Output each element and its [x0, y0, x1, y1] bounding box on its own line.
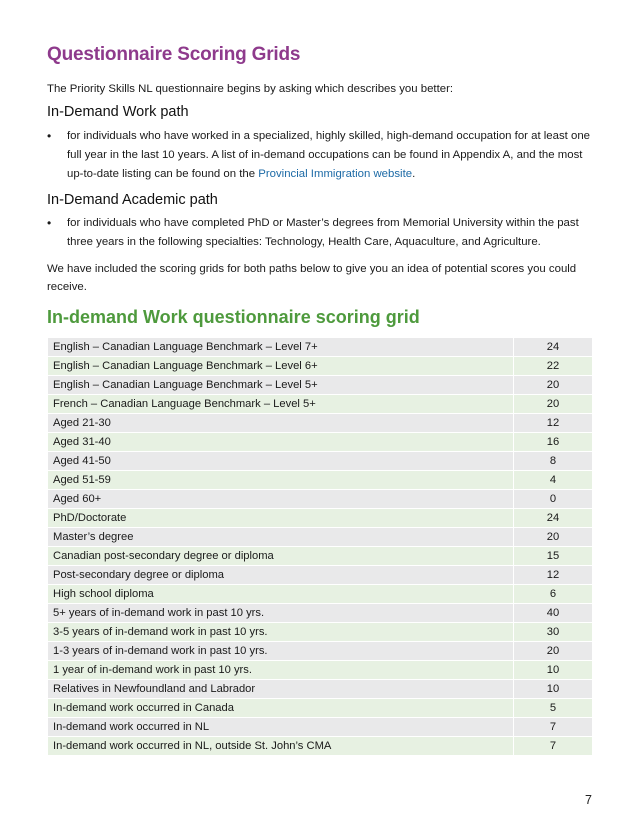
page-title: Questionnaire Scoring Grids [47, 44, 301, 65]
criterion-cell: 5+ years of in-demand work in past 10 yrs. [48, 604, 514, 623]
score-cell: 10 [514, 680, 593, 699]
table-row [48, 699, 593, 718]
score-cell: 24 [514, 509, 593, 528]
academic-path-bullet-text: for individuals who have completed PhD or Master’s degrees from Memorial University within the past three years in the following specialties: Technology, Health Care, Aquaculture, and Agriculture. [67, 217, 579, 248]
academic-path-heading: In-Demand Academic path [47, 192, 218, 208]
work-path-bullet [47, 127, 595, 184]
table-row [48, 452, 593, 471]
criterion-cell: Master’s degree [48, 528, 514, 547]
score-cell: 22 [514, 357, 593, 376]
criterion-cell: 3-5 years of in-demand work in past 10 yrs. [48, 623, 514, 642]
table-row [48, 680, 593, 699]
criterion-cell: Aged 41-50 [48, 452, 514, 471]
score-cell: 12 [514, 566, 593, 585]
score-cell: 7 [514, 737, 593, 756]
scoring-grid-table [47, 337, 593, 756]
score-cell: 20 [514, 528, 593, 547]
criterion-cell: High school diploma [48, 585, 514, 604]
table-row [48, 376, 593, 395]
score-cell: 10 [514, 661, 593, 680]
criterion-cell: English – Canadian Language Benchmark – Level 5+ [48, 376, 514, 395]
closing-paragraph: We have included the scoring grids for both paths below to give you an idea of potential scores you could receive. [47, 263, 577, 293]
score-cell: 8 [514, 452, 593, 471]
criterion-cell: Aged 31-40 [48, 433, 514, 452]
table-row [48, 604, 593, 623]
score-cell: 20 [514, 642, 593, 661]
table-row [48, 433, 593, 452]
work-path-text: for individuals who have worked in a specialized, highly skilled, high-demand occupation for at least one full year in the last 10 years. A list of in-demand occupations can be found in Appendix A, and the most up-to-date listing can be found on the [67, 130, 591, 180]
bullet-dot-icon: • [47, 129, 52, 143]
table-row [48, 414, 593, 433]
table-row [48, 547, 593, 566]
score-cell: 20 [514, 395, 593, 414]
criterion-cell: Aged 60+ [48, 490, 514, 509]
table-row [48, 528, 593, 547]
work-path-text-end: . [412, 168, 416, 180]
table-row [48, 395, 593, 414]
score-cell: 12 [514, 414, 593, 433]
table-row [48, 661, 593, 680]
work-path-heading: In-Demand Work path [47, 104, 189, 120]
scoring-grid-title: In-demand Work questionnaire scoring grid [47, 307, 420, 327]
score-cell: 30 [514, 623, 593, 642]
criterion-cell: In-demand work occurred in NL, outside St. John’s CMA [48, 737, 514, 756]
criterion-cell: 1 year of in-demand work in past 10 yrs. [48, 661, 514, 680]
bullet-dot-icon: • [47, 216, 52, 230]
score-cell: 24 [514, 338, 593, 357]
page-number: 7 [585, 793, 592, 807]
table-row [48, 718, 593, 737]
criterion-cell: French – Canadian Language Benchmark – Level 5+ [48, 395, 514, 414]
table-row [48, 338, 593, 357]
table-row [48, 737, 593, 756]
intro-paragraph: The Priority Skills NL questionnaire begins by asking which describes you better: [47, 83, 454, 95]
criterion-cell: Post-secondary degree or diploma [48, 566, 514, 585]
criterion-cell: 1-3 years of in-demand work in past 10 yrs. [48, 642, 514, 661]
criterion-cell: In-demand work occurred in NL [48, 718, 514, 737]
score-cell: 16 [514, 433, 593, 452]
table-row [48, 623, 593, 642]
criterion-cell: Aged 21-30 [48, 414, 514, 433]
table-row [48, 471, 593, 490]
table-row [48, 490, 593, 509]
criterion-cell: PhD/Doctorate [48, 509, 514, 528]
score-cell: 20 [514, 376, 593, 395]
table-row [48, 642, 593, 661]
score-cell: 5 [514, 699, 593, 718]
score-cell: 40 [514, 604, 593, 623]
table-row [48, 509, 593, 528]
score-cell: 6 [514, 585, 593, 604]
score-cell: 7 [514, 718, 593, 737]
criterion-cell: Relatives in Newfoundland and Labrador [48, 680, 514, 699]
score-cell: 0 [514, 490, 593, 509]
criterion-cell: In-demand work occurred in Canada [48, 699, 514, 718]
criterion-cell: English – Canadian Language Benchmark – Level 6+ [48, 357, 514, 376]
table-row [48, 585, 593, 604]
table-row [48, 566, 593, 585]
table-row [48, 357, 593, 376]
score-cell: 4 [514, 471, 593, 490]
provincial-immigration-link[interactable]: Provincial Immigration website [258, 168, 413, 180]
academic-path-bullet [47, 214, 595, 252]
work-path-bullet-text [67, 127, 595, 184]
score-cell: 15 [514, 547, 593, 566]
criterion-cell: English – Canadian Language Benchmark – Level 7+ [48, 338, 514, 357]
criterion-cell: Canadian post-secondary degree or diploma [48, 547, 514, 566]
criterion-cell: Aged 51-59 [48, 471, 514, 490]
